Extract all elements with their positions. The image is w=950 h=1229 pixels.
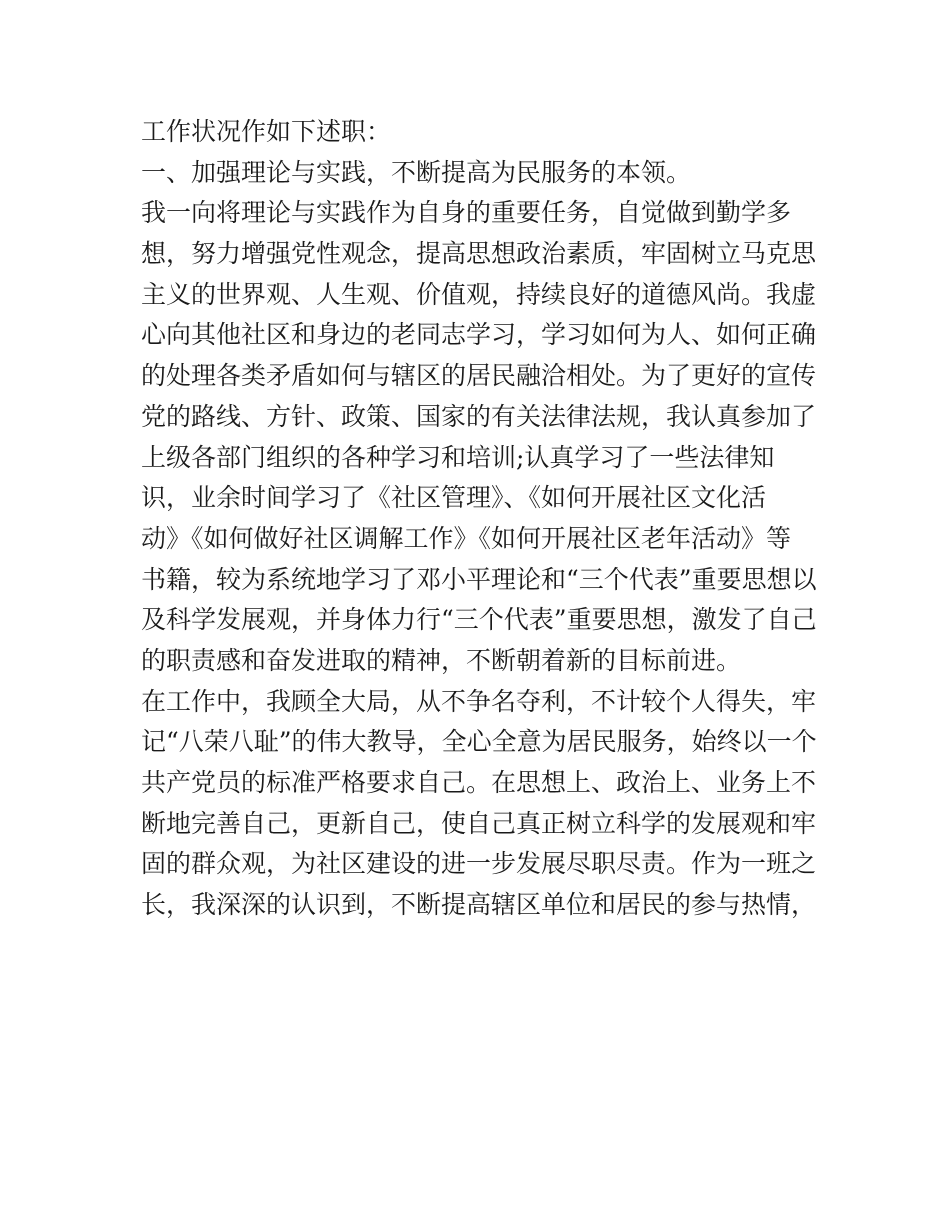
section-heading: 一、加强理论与实践，不断提高为民服务的本领。: [141, 157, 692, 187]
text-line: 记“八荣八耻”的伟大教导，全心全意为居民服务，始终以一个: [141, 727, 817, 757]
text-line: 长，我深深的认识到，不断提高辖区单位和居民的参与热情，: [141, 890, 817, 920]
text-line: 上级各部门组织的各种学习和培训;认真学习了一些法律知: [141, 442, 775, 472]
text-line: 的职责感和奋发进取的精神，不断朝着新的目标前进。: [141, 645, 742, 675]
text-line: 断地完善自己，更新自己，使自己真正树立科学的发展观和牢: [141, 808, 817, 838]
text-line: 固的群众观，为社区建设的进一步发展尽职尽责。作为一班之: [141, 849, 817, 879]
text-line: 工作状况作如下述职：: [141, 117, 392, 146]
text-line: 识，业余时间学习了《社区管理》、《如何开展社区文化活: [141, 483, 767, 513]
text-line: 动》《如何做好社区调解工作》《如何开展社区老年活动》等: [141, 523, 792, 553]
text-line: 党的路线、方针、政策、国家的有关法律法规，我认真参加了: [141, 401, 817, 431]
text-line: 共产党员的标准严格要求自己。在思想上、政治上、业务上不: [141, 768, 817, 797]
text-line: 我一向将理论与实践作为自身的重要任务，自觉做到勤学多: [141, 198, 792, 228]
text-line: 的处理各类矛盾如何与辖区的居民融洽相处。为了更好的宣传: [141, 361, 817, 391]
text-line: 及科学发展观，并身体力行“三个代表”重要思想，激发了自己: [141, 605, 817, 635]
text-line: 想，努力增强党性观念，提高思想政治素质，牢固树立马克思: [141, 239, 817, 269]
text-line: 主义的世界观、人生观、价值观，持续良好的道德风尚。我虚: [141, 279, 817, 309]
text-line: 心向其他社区和身边的老同志学习，学习如何为人、如何正确: [141, 320, 817, 350]
text-line: 书籍，较为系统地学习了邓小平理论和“三个代表”重要思想以: [141, 564, 817, 594]
text-line: 在工作中，我顾全大局，从不争名夺利，不计较个人得失，牢: [141, 686, 817, 716]
body-text: [141, 112, 821, 926]
